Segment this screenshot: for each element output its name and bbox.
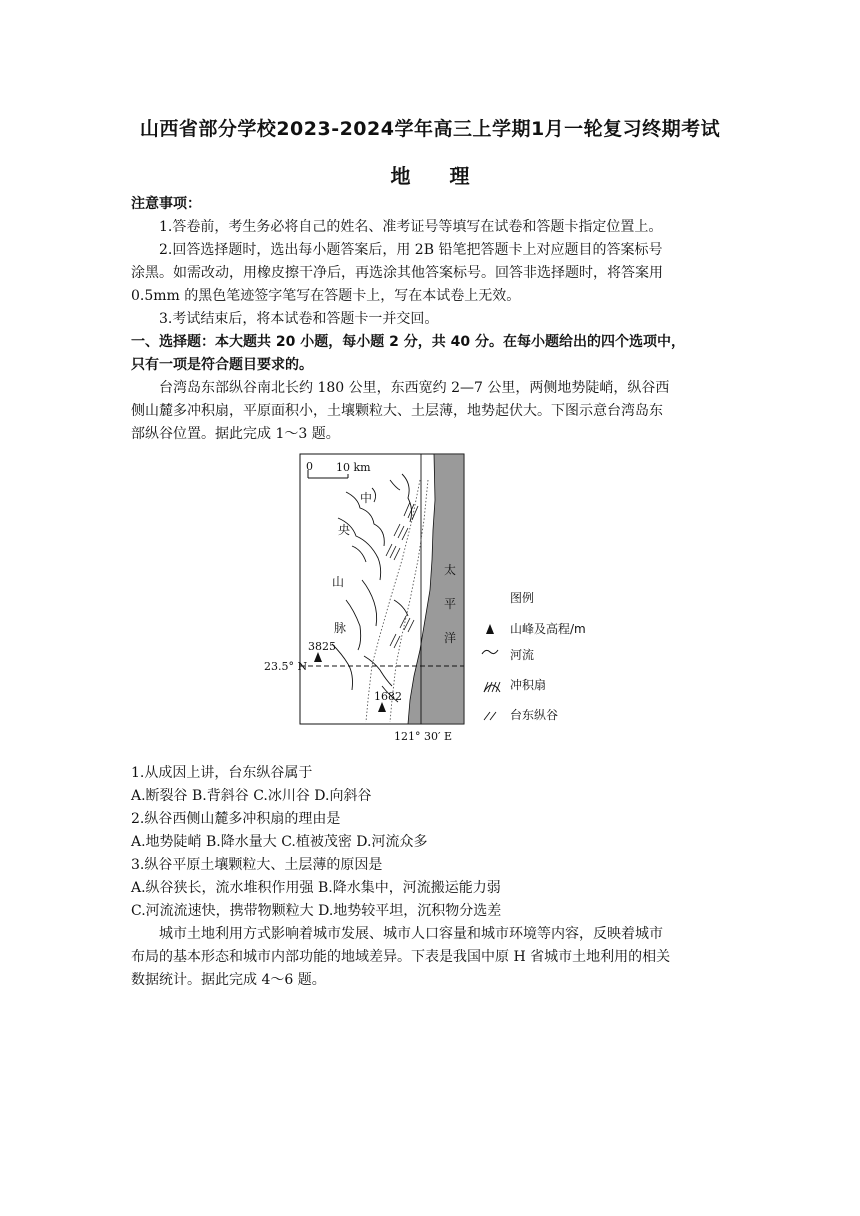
legend-label: 冲积扇	[510, 678, 547, 692]
question-stem: 3.纵谷平原土壤颗粒大、土层薄的原因是	[131, 857, 383, 873]
question-stem: 1.从成因上讲，台东纵谷属于	[131, 765, 313, 781]
notice-item: 3.考试结束后，将本试卷和答题卡一并交回。	[159, 311, 439, 327]
section-heading: 只有一项是符合题目要求的。	[131, 357, 313, 373]
notice-item: 1.答卷前，考生务必将自己的姓名、准考证号等填写在试卷和答题卡指定位置上。	[159, 219, 663, 235]
map-label-mountain: 山	[332, 575, 345, 589]
notice-item: 2.回答选择题时，选出每小题答案后，用 2B 铅笔把答题卡上对应题目的答案标号	[159, 242, 663, 258]
triangle-peak-icon	[486, 624, 494, 634]
alluvial-fans	[386, 502, 418, 648]
scale-zero: 0	[306, 460, 313, 473]
longitude-label: 121° 30′ E	[394, 730, 453, 743]
passage-line: 台湾岛东部纵谷南北长约 180 公里，东西宽约 2—7 公里，两侧地势陡峭，纵谷西	[159, 380, 670, 396]
passage-line: 数据统计。据此完成 4～6 题。	[131, 972, 326, 988]
section-heading: 一、选择题：本大题共 20 小题，每小题 2 分，共 40 分。在每小题给出的四个选项中，	[131, 334, 685, 350]
peak-triangle-icon	[378, 702, 386, 712]
map-label-mountain: 中	[360, 491, 373, 505]
alluvial-fan-icon	[484, 682, 500, 692]
legend-label: 山峰及高程/m	[510, 622, 586, 636]
exam-subject: 地 理	[390, 164, 486, 188]
map-label-ocean: 太	[444, 563, 457, 577]
peak-elevation: 1682	[374, 690, 402, 703]
exam-title: 山西省部分学校2023-2024学年高三上学期1月一轮复习终期考试	[139, 118, 721, 140]
question-options: C.河流流速快，携带物颗粒大 D.地势较平坦，沉积物分选差	[131, 903, 502, 919]
taiwan-valley-map	[262, 450, 622, 746]
river-icon	[482, 650, 498, 654]
notice-heading: 注意事项：	[131, 196, 201, 212]
question-options: A.地势陡峭 B.降水量大 C.植被茂密 D.河流众多	[131, 834, 428, 850]
passage-line: 布局的基本形态和城市内部功能的地域差异。下表是我国中原 H 省城市土地利用的相关	[131, 949, 671, 965]
map-label-ocean: 洋	[444, 631, 457, 645]
passage-line: 部纵谷位置。据此完成 1～3 题。	[131, 426, 340, 442]
passage-line: 城市土地利用方式影响着城市发展、城市人口容量和城市环境等内容，反映着城市	[159, 926, 663, 942]
question-options: A.断裂谷 B.背斜谷 C.冰川谷 D.向斜谷	[131, 788, 372, 804]
ocean-area	[408, 454, 464, 724]
peak-triangle-icon	[314, 652, 322, 662]
notice-item: 涂黑。如需改动，用橡皮擦干净后，再选涂其他答案标号。回答非选择题时，将答案用	[131, 265, 663, 281]
scale-label: 10 km	[336, 461, 371, 474]
passage-line: 侧山麓多冲积扇，平原面积小，土壤颗粒大、土层薄，地势起伏大。下图示意台湾岛东	[131, 403, 663, 419]
legend-label: 台东纵谷	[510, 708, 559, 722]
notice-item: 0.5mm 的黑色笔迹签字笔写在答题卡上，写在本试卷上无效。	[131, 288, 521, 304]
map-label-ocean: 平	[444, 597, 457, 611]
valley-icon	[484, 712, 496, 720]
legend-label: 河流	[510, 648, 535, 662]
question-stem: 2.纵谷西侧山麓多冲积扇的理由是	[131, 811, 341, 827]
map-label-mountain: 脉	[334, 621, 347, 635]
question-options: A.纵谷狭长，流水堆积作用强 B.降水集中，河流搬运能力弱	[131, 880, 501, 896]
latitude-label: 23.5° N	[264, 660, 308, 673]
legend-title: 图例	[510, 591, 535, 605]
peak-elevation: 3825	[308, 640, 336, 653]
map-label-mountain: 央	[338, 523, 351, 537]
